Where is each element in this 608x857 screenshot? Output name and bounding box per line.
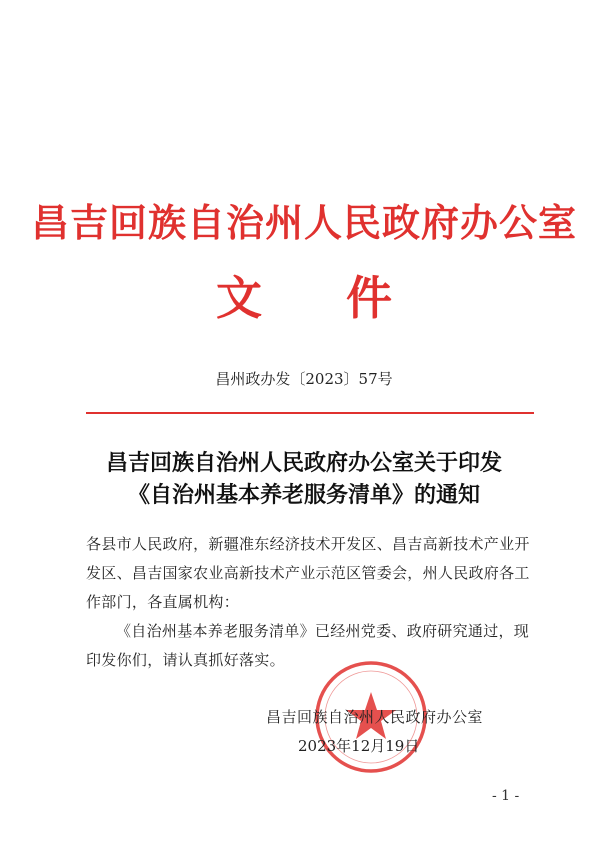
document-number: 昌州政办发〔2023〕57号 [215, 370, 393, 388]
title-line-1: 昌吉回族自治州人民政府办公室关于印发 [105, 450, 502, 476]
page-number: - 1 - [492, 788, 520, 804]
addressee: 各县市人民政府，新疆准东经济技术开发区、昌吉高新技术产业开发区、昌吉国家农业高新技术产业示范区管委会，州人民政府各工作部门，各直属机构： [86, 535, 530, 611]
title-line-2: 《自治州基本养老服务清单》的通知 [127, 482, 480, 508]
document-type: 文 件 [215, 271, 426, 325]
issuer-header: 昌吉回族自治州人民政府办公室 [30, 201, 577, 245]
body-paragraph: 《自治州基本养老服务清单》已经州党委、政府研究通过，现印发你们，请认真抓好落实。 [86, 622, 530, 669]
red-divider [86, 412, 534, 414]
signature-organization: 昌吉回族自治州人民政府办公室 [266, 708, 484, 726]
signature-date: 2023年12月19日 [298, 737, 420, 755]
